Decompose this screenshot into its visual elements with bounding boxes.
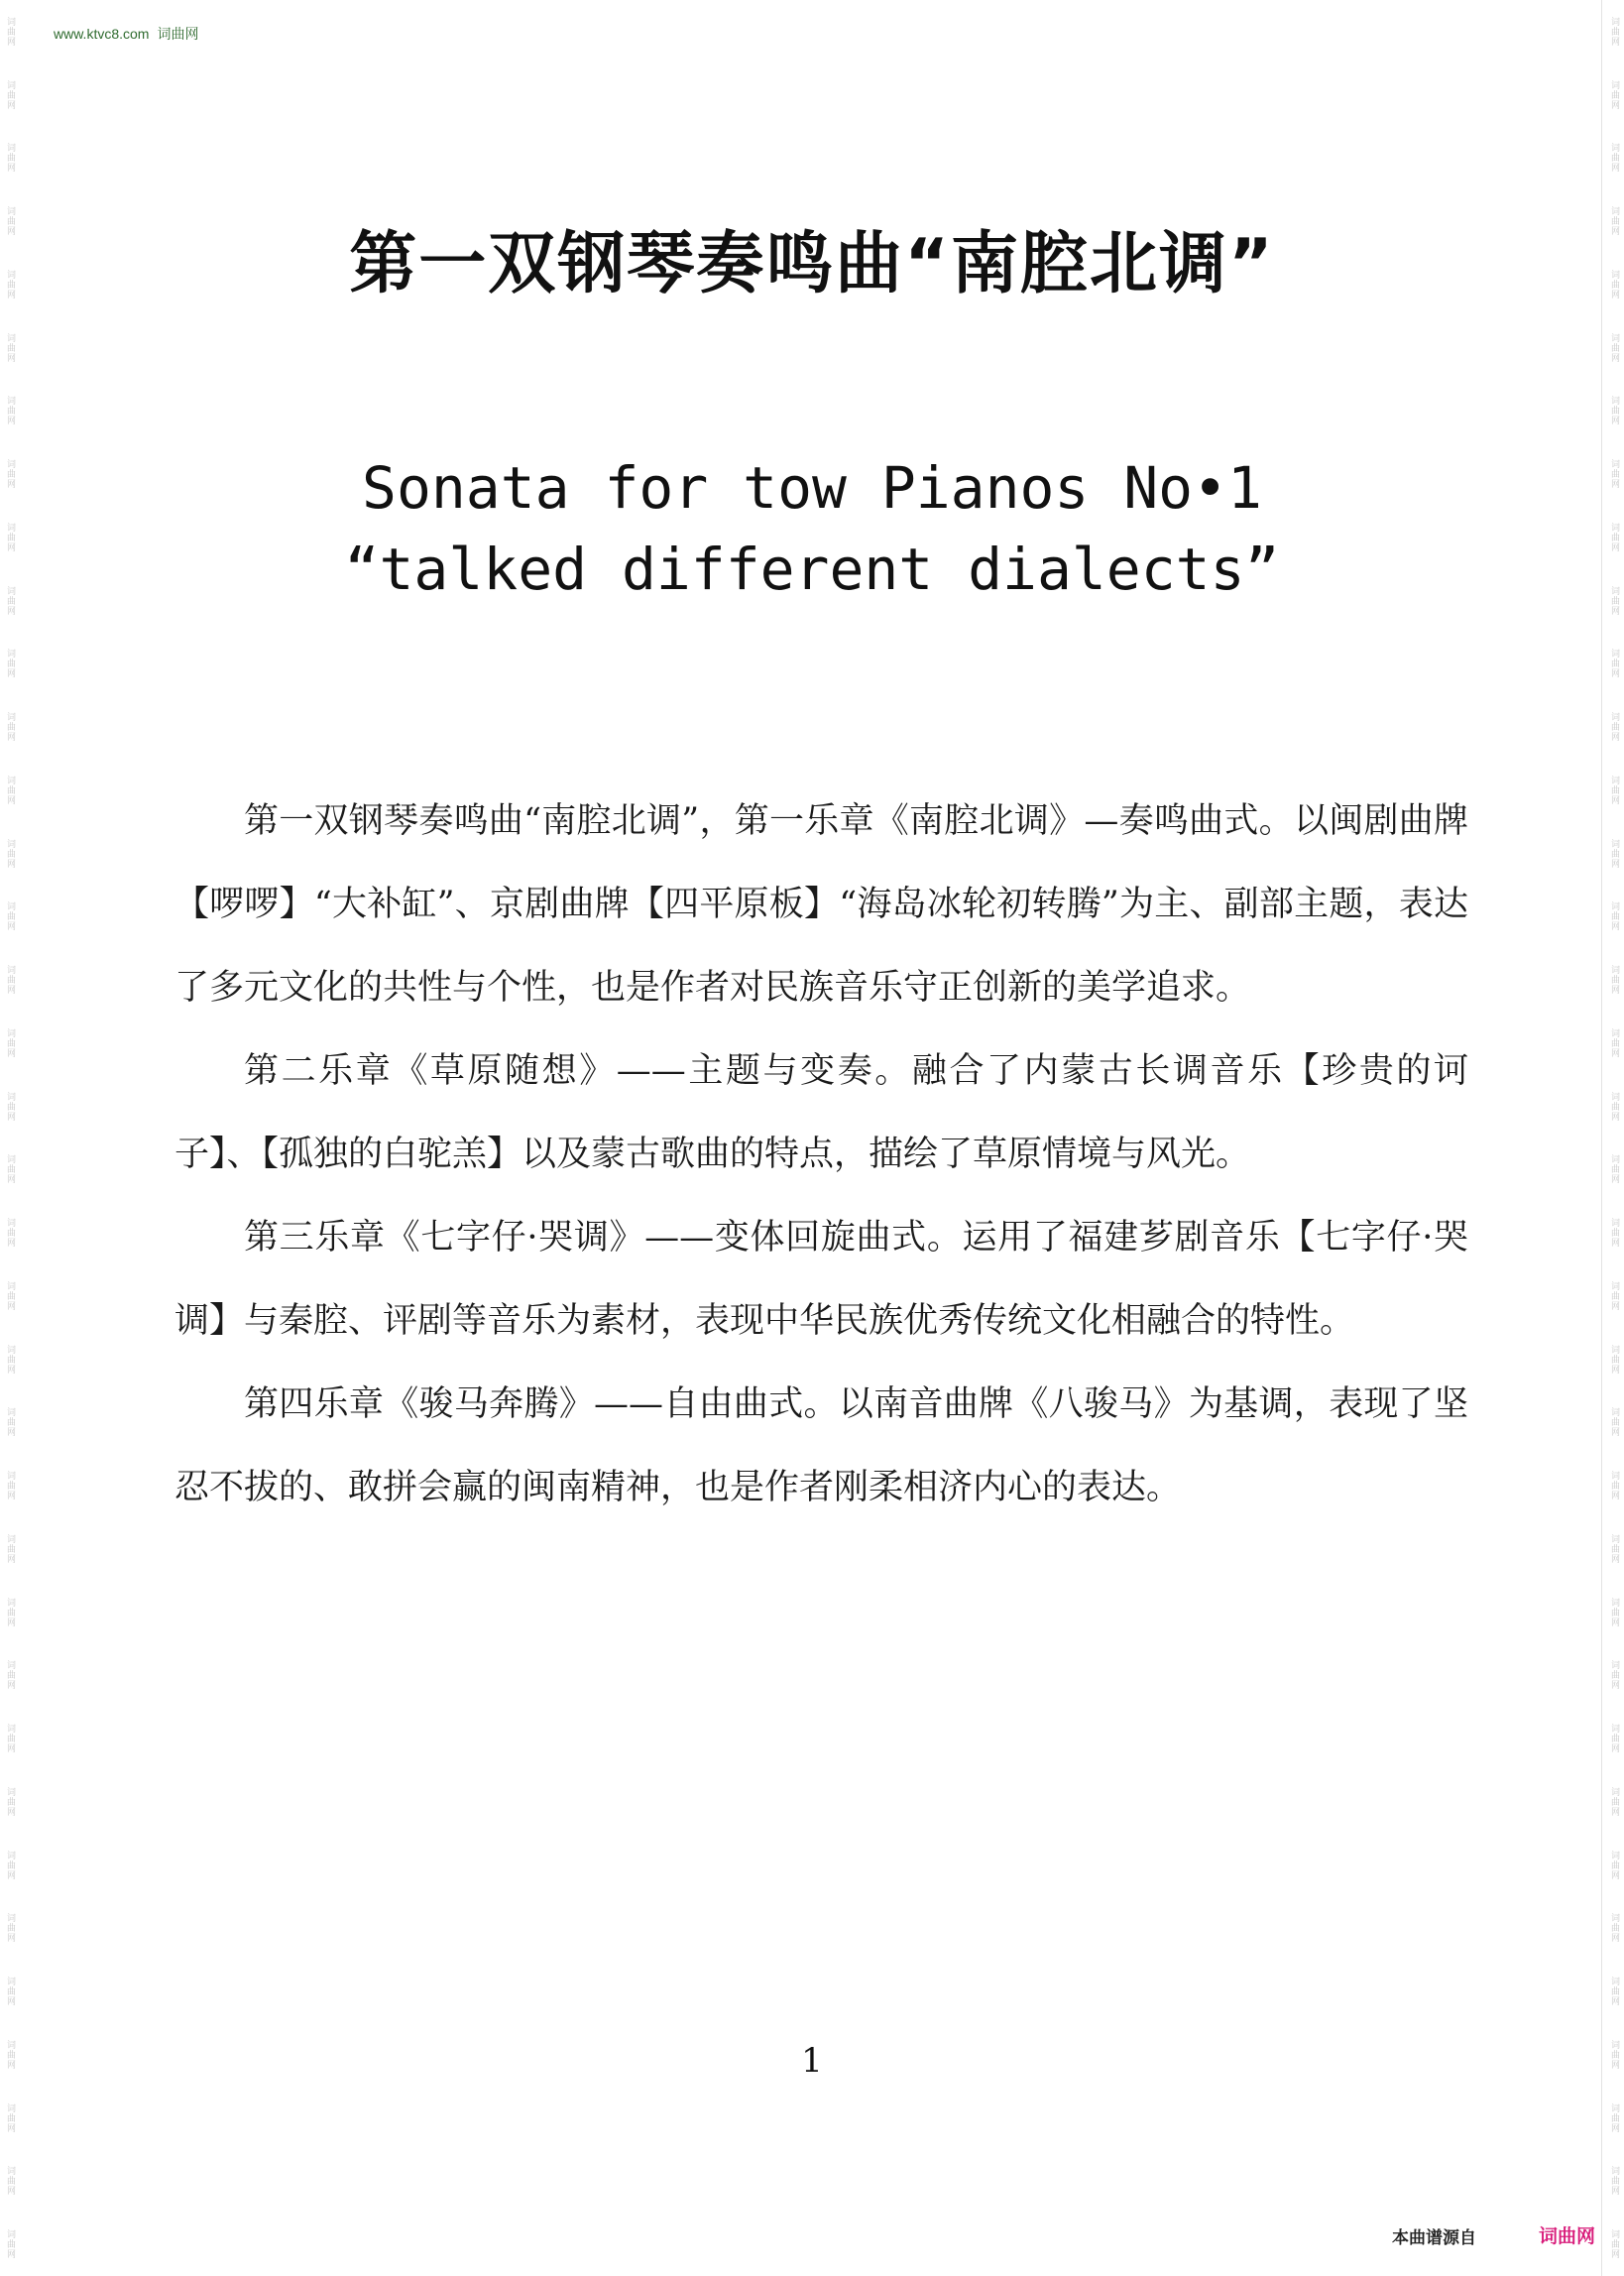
watermark-text: 词曲网 [1609, 79, 1619, 110]
watermark-text: 词曲网 [1609, 649, 1619, 679]
watermark-text: 词曲网 [1609, 1786, 1619, 1817]
watermark-text: 词曲网 [5, 1660, 15, 1691]
watermark-text: 词曲网 [5, 775, 15, 805]
watermark-text: 词曲网 [1609, 712, 1619, 743]
watermark-text: 词曲网 [5, 1154, 15, 1185]
watermark-text: 词曲网 [1609, 2039, 1619, 2070]
watermark-text: 词曲网 [5, 1344, 15, 1375]
watermark-text: 词曲网 [5, 16, 15, 47]
watermark-text: 词曲网 [5, 459, 15, 490]
watermark-text: 词曲网 [1609, 1280, 1619, 1311]
watermark-text: 词曲网 [1609, 522, 1619, 552]
watermark-text: 词曲网 [5, 1027, 15, 1058]
watermark-text: 词曲网 [5, 2039, 15, 2070]
watermark-text: 词曲网 [1609, 1660, 1619, 1691]
left-watermark-strip [2, 0, 18, 2276]
watermark-text: 词曲网 [1609, 16, 1619, 47]
watermark-text: 词曲网 [5, 269, 15, 299]
watermark-text: 词曲网 [5, 1471, 15, 1501]
watermark-text: 词曲网 [1609, 1913, 1619, 1944]
document-body [174, 779, 1468, 1529]
watermark-text: 词曲网 [1609, 2229, 1619, 2260]
watermark-text: 词曲网 [5, 2229, 15, 2260]
site-name: 词曲网 [157, 26, 199, 42]
watermark-text: 词曲网 [1609, 396, 1619, 426]
watermark-text: 词曲网 [5, 1913, 15, 1944]
watermark-text: 词曲网 [5, 1407, 15, 1438]
watermark-text: 词曲网 [1609, 775, 1619, 805]
watermark-text: 词曲网 [1609, 2102, 1619, 2133]
watermark-text: 词曲网 [5, 965, 15, 996]
watermark-text: 词曲网 [1609, 1218, 1619, 1249]
paragraph-movement-4: 第四乐章《骏马奔腾》——自由曲式。以南音曲牌《八骏马》为基调，表现了坚忍不拔的、敢拼会赢的闽南精神，也是作者刚柔相济内心的表达。 [174, 1384, 1468, 1507]
watermark-text: 词曲网 [1609, 1724, 1619, 1754]
watermark-text: 词曲网 [1609, 1597, 1619, 1627]
paragraph-movement-1: 第一双钢琴奏鸣曲“南腔北调”，第一乐章《南腔北调》—奏鸣曲式。以闽剧曲牌【啰啰】“大补缸”、京剧曲牌【四平原板】“海岛冰轮初转腾”为主、副部主题，表达了多元文化的共性与个性，也是作者对民族音乐守正创新的美学追求。 [174, 801, 1468, 1008]
english-subtitle-line1: Sonata for tow Pianos No•1 [362, 454, 1262, 522]
watermark-text: 词曲网 [1609, 206, 1619, 237]
watermark-text: 词曲网 [1609, 1471, 1619, 1501]
watermark-text: 词曲网 [5, 79, 15, 110]
site-url[interactable]: www.ktvc8.com [54, 26, 150, 42]
english-subtitle-line2: “talked different dialects” [344, 536, 1280, 603]
watermark-text: 词曲网 [1609, 1407, 1619, 1438]
watermark-text: 词曲网 [5, 522, 15, 552]
watermark-text: 词曲网 [5, 1533, 15, 1564]
watermark-text: 词曲网 [1609, 1344, 1619, 1375]
watermark-text: 词曲网 [5, 1977, 15, 2007]
watermark-text: 词曲网 [1609, 1533, 1619, 1564]
watermark-text: 词曲网 [5, 1786, 15, 1817]
watermark-text: 词曲网 [1609, 901, 1619, 932]
watermark-text: 词曲网 [1609, 965, 1619, 996]
watermark-text: 词曲网 [5, 2102, 15, 2133]
watermark-text: 词曲网 [1609, 269, 1619, 299]
watermark-text: 词曲网 [1609, 585, 1619, 616]
watermark-text: 词曲网 [5, 1597, 15, 1627]
page-number: 1 [801, 2041, 823, 2081]
watermark-text: 词曲网 [5, 206, 15, 237]
watermark-text: 词曲网 [1609, 1027, 1619, 1058]
watermark-text: 词曲网 [1609, 2166, 1619, 2197]
right-watermark-strip [1606, 0, 1622, 2276]
watermark-text: 词曲网 [5, 143, 15, 174]
watermark-text: 词曲网 [5, 901, 15, 932]
watermark-text: 词曲网 [5, 649, 15, 679]
page-title: 第一双钢琴奏鸣曲“南腔北调” [349, 225, 1275, 303]
watermark-text: 词曲网 [5, 1724, 15, 1754]
site-header [54, 24, 198, 44]
watermark-text: 词曲网 [1609, 143, 1619, 174]
watermark-text: 词曲网 [5, 396, 15, 426]
watermark-text: 词曲网 [5, 1280, 15, 1311]
footer-logo[interactable]: 词曲网 [1539, 2225, 1596, 2247]
watermark-text: 词曲网 [5, 838, 15, 869]
footer-source-label: 本曲谱源自 [1392, 2228, 1476, 2248]
watermark-text: 词曲网 [5, 1091, 15, 1122]
paragraph-movement-2: 第二乐章《草原随想》——主题与变奏。融合了内蒙古长调音乐【珍贵的诃子】、【孤独的白驼羔】以及蒙古歌曲的特点，描绘了草原情境与风光。 [174, 1051, 1468, 1174]
watermark-text: 词曲网 [1609, 332, 1619, 363]
watermark-text: 词曲网 [1609, 1977, 1619, 2007]
paragraph-movement-3: 第三乐章《七字仔·哭调》——变体回旋曲式。运用了福建芗剧音乐【七字仔·哭调】与秦腔、评剧等音乐为素材，表现中华民族优秀传统文化相融合的特性。 [174, 1218, 1468, 1341]
watermark-text: 词曲网 [5, 585, 15, 616]
right-margin-rule [1601, 0, 1602, 2276]
watermark-text: 词曲网 [1609, 459, 1619, 490]
watermark-text: 词曲网 [1609, 1154, 1619, 1185]
watermark-text: 词曲网 [5, 1850, 15, 1880]
watermark-text: 词曲网 [5, 712, 15, 743]
watermark-text: 词曲网 [5, 2166, 15, 2197]
watermark-text: 词曲网 [1609, 838, 1619, 869]
watermark-text: 词曲网 [1609, 1850, 1619, 1880]
watermark-text: 词曲网 [1609, 1091, 1619, 1122]
watermark-text: 词曲网 [5, 332, 15, 363]
watermark-text: 词曲网 [5, 1218, 15, 1249]
